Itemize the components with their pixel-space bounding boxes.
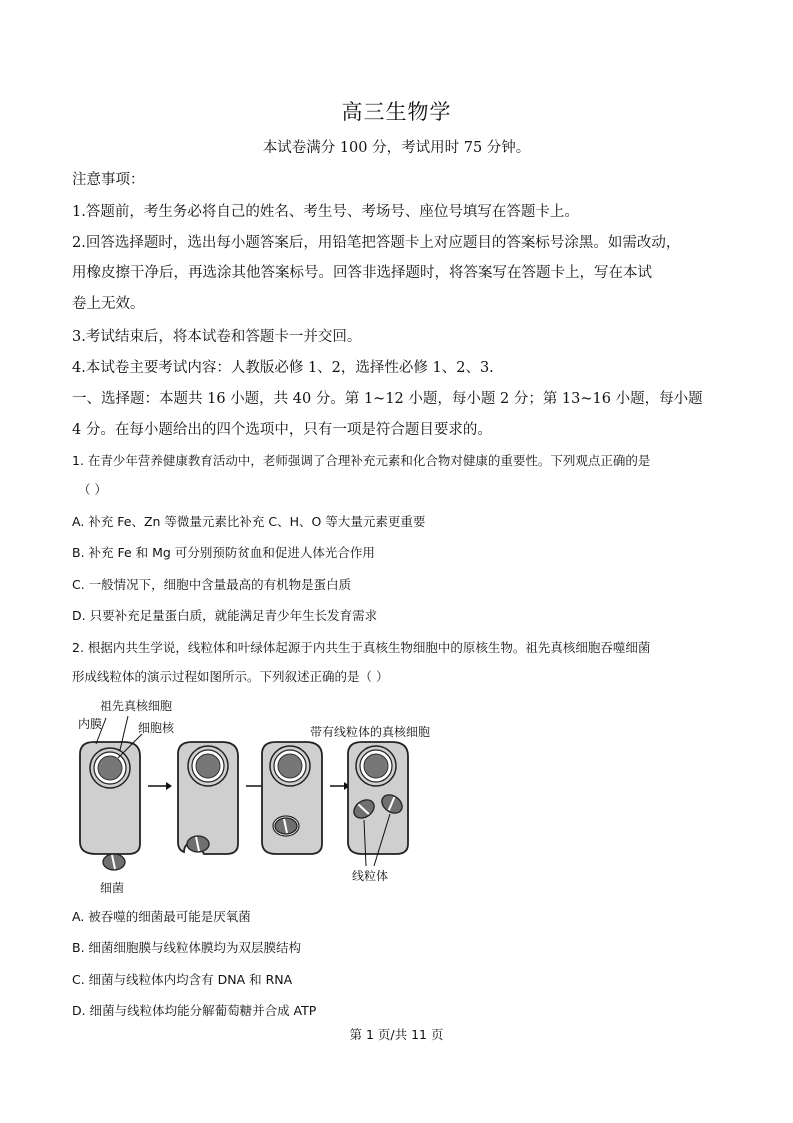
question-1-option-c: C. 一般情况下，细胞中含量最高的有机物是蛋白质 — [72, 577, 352, 592]
label-eukaryote-with-mitochondria: 带有线粒体的真核细胞 — [310, 725, 431, 739]
notice-line-1: 1.答题前，考生务必将自己的姓名、考生号、考场号、座位号填写在答题卡上。 — [72, 204, 579, 220]
arrow-icon — [330, 782, 350, 790]
exam-subtitle: 本试卷满分 100 分，考试用时 75 分钟。 — [262, 140, 531, 156]
notice-line-2b: 用橡皮擦干净后，再选涂其他答案标号。回答非选择题时，将答案写在答题卡上，写在本试 — [72, 265, 652, 281]
section-instruction-cont: 4 分。在每小题给出的四个选项中，只有一项是符合题目要求的。 — [72, 422, 492, 438]
engulfing-cell — [178, 742, 238, 854]
notice-line-4: 4.本试卷主要考试内容：人教版必修 1、2，选择性必修 1、2、3. — [72, 360, 494, 376]
question-1-option-b: B. 补充 Fe 和 Mg 可分别预防贫血和促进人体光合作用 — [72, 545, 375, 560]
label-nucleus: 细胞核 — [138, 721, 175, 735]
label-inner-membrane: 内膜 — [78, 717, 103, 731]
label-bacteria: 细菌 — [100, 881, 125, 895]
notice-line-2c: 卷上无效。 — [72, 296, 145, 312]
bacterium-cell — [103, 854, 125, 870]
question-2-stem: 2. 根据内共生学说，线粒体和叶绿体起源于内共生于真核生物细胞中的原核生物。祖先真核细胞吞噬细菌 — [72, 640, 651, 655]
question-2-option-c: C. 细菌与线粒体内均含有 DNA 和 RNA — [72, 972, 293, 987]
label-ancestor-cell: 祖先真核细胞 — [100, 699, 173, 713]
eukaryotic-cell-with-mitochondria — [348, 742, 408, 854]
label-mitochondria: 线粒体 — [352, 869, 389, 883]
question-1-blank: （ ） — [78, 482, 107, 497]
notice-line-2: 2.回答选择题时，选出每小题答案后，用铅笔把答题卡上对应题目的答案标号涂黑。如需改动， — [72, 235, 681, 251]
question-1-option-a: A. 补充 Fe、Zn 等微量元素比补充 C、H、O 等大量元素更重要 — [72, 514, 426, 529]
endosymbiosis-figure — [72, 694, 472, 899]
question-2-option-a: A. 被吞噬的细菌最可能是厌氧菌 — [72, 909, 251, 924]
notice-line-3: 3.考试结束后，将本试卷和答题卡一并交回。 — [72, 329, 362, 345]
question-2-stem-cont: 形成线粒体的演示过程如图所示。下列叙述正确的是（ ） — [72, 669, 389, 684]
ancestor-eukaryotic-cell — [80, 742, 140, 854]
notice-heading: 注意事项： — [72, 172, 145, 188]
page-number: 第 1 页/共 11 页 — [349, 1027, 444, 1042]
section-instruction: 一、选择题：本题共 16 小题，共 40 分。第 1~12 小题，每小题 2 分；第 13~16 小题，每小题 — [72, 391, 703, 407]
page-title: 高三生物学 — [341, 100, 452, 124]
question-2-option-b: B. 细菌细胞膜与线粒体膜均为双层膜结构 — [72, 940, 302, 955]
question-1-option-d: D. 只要补充足量蛋白质，就能满足青少年生长发育需求 — [72, 608, 378, 623]
question-2-option-d: D. 细菌与线粒体均能分解葡萄糖并合成 ATP — [72, 1003, 317, 1018]
endocytosed-cell — [262, 742, 322, 854]
arrow-icon — [148, 782, 172, 790]
question-1-stem: 1. 在青少年营养健康教育活动中，老师强调了合理补充元素和化合物对健康的重要性。下列观点正确的是 — [72, 453, 651, 468]
